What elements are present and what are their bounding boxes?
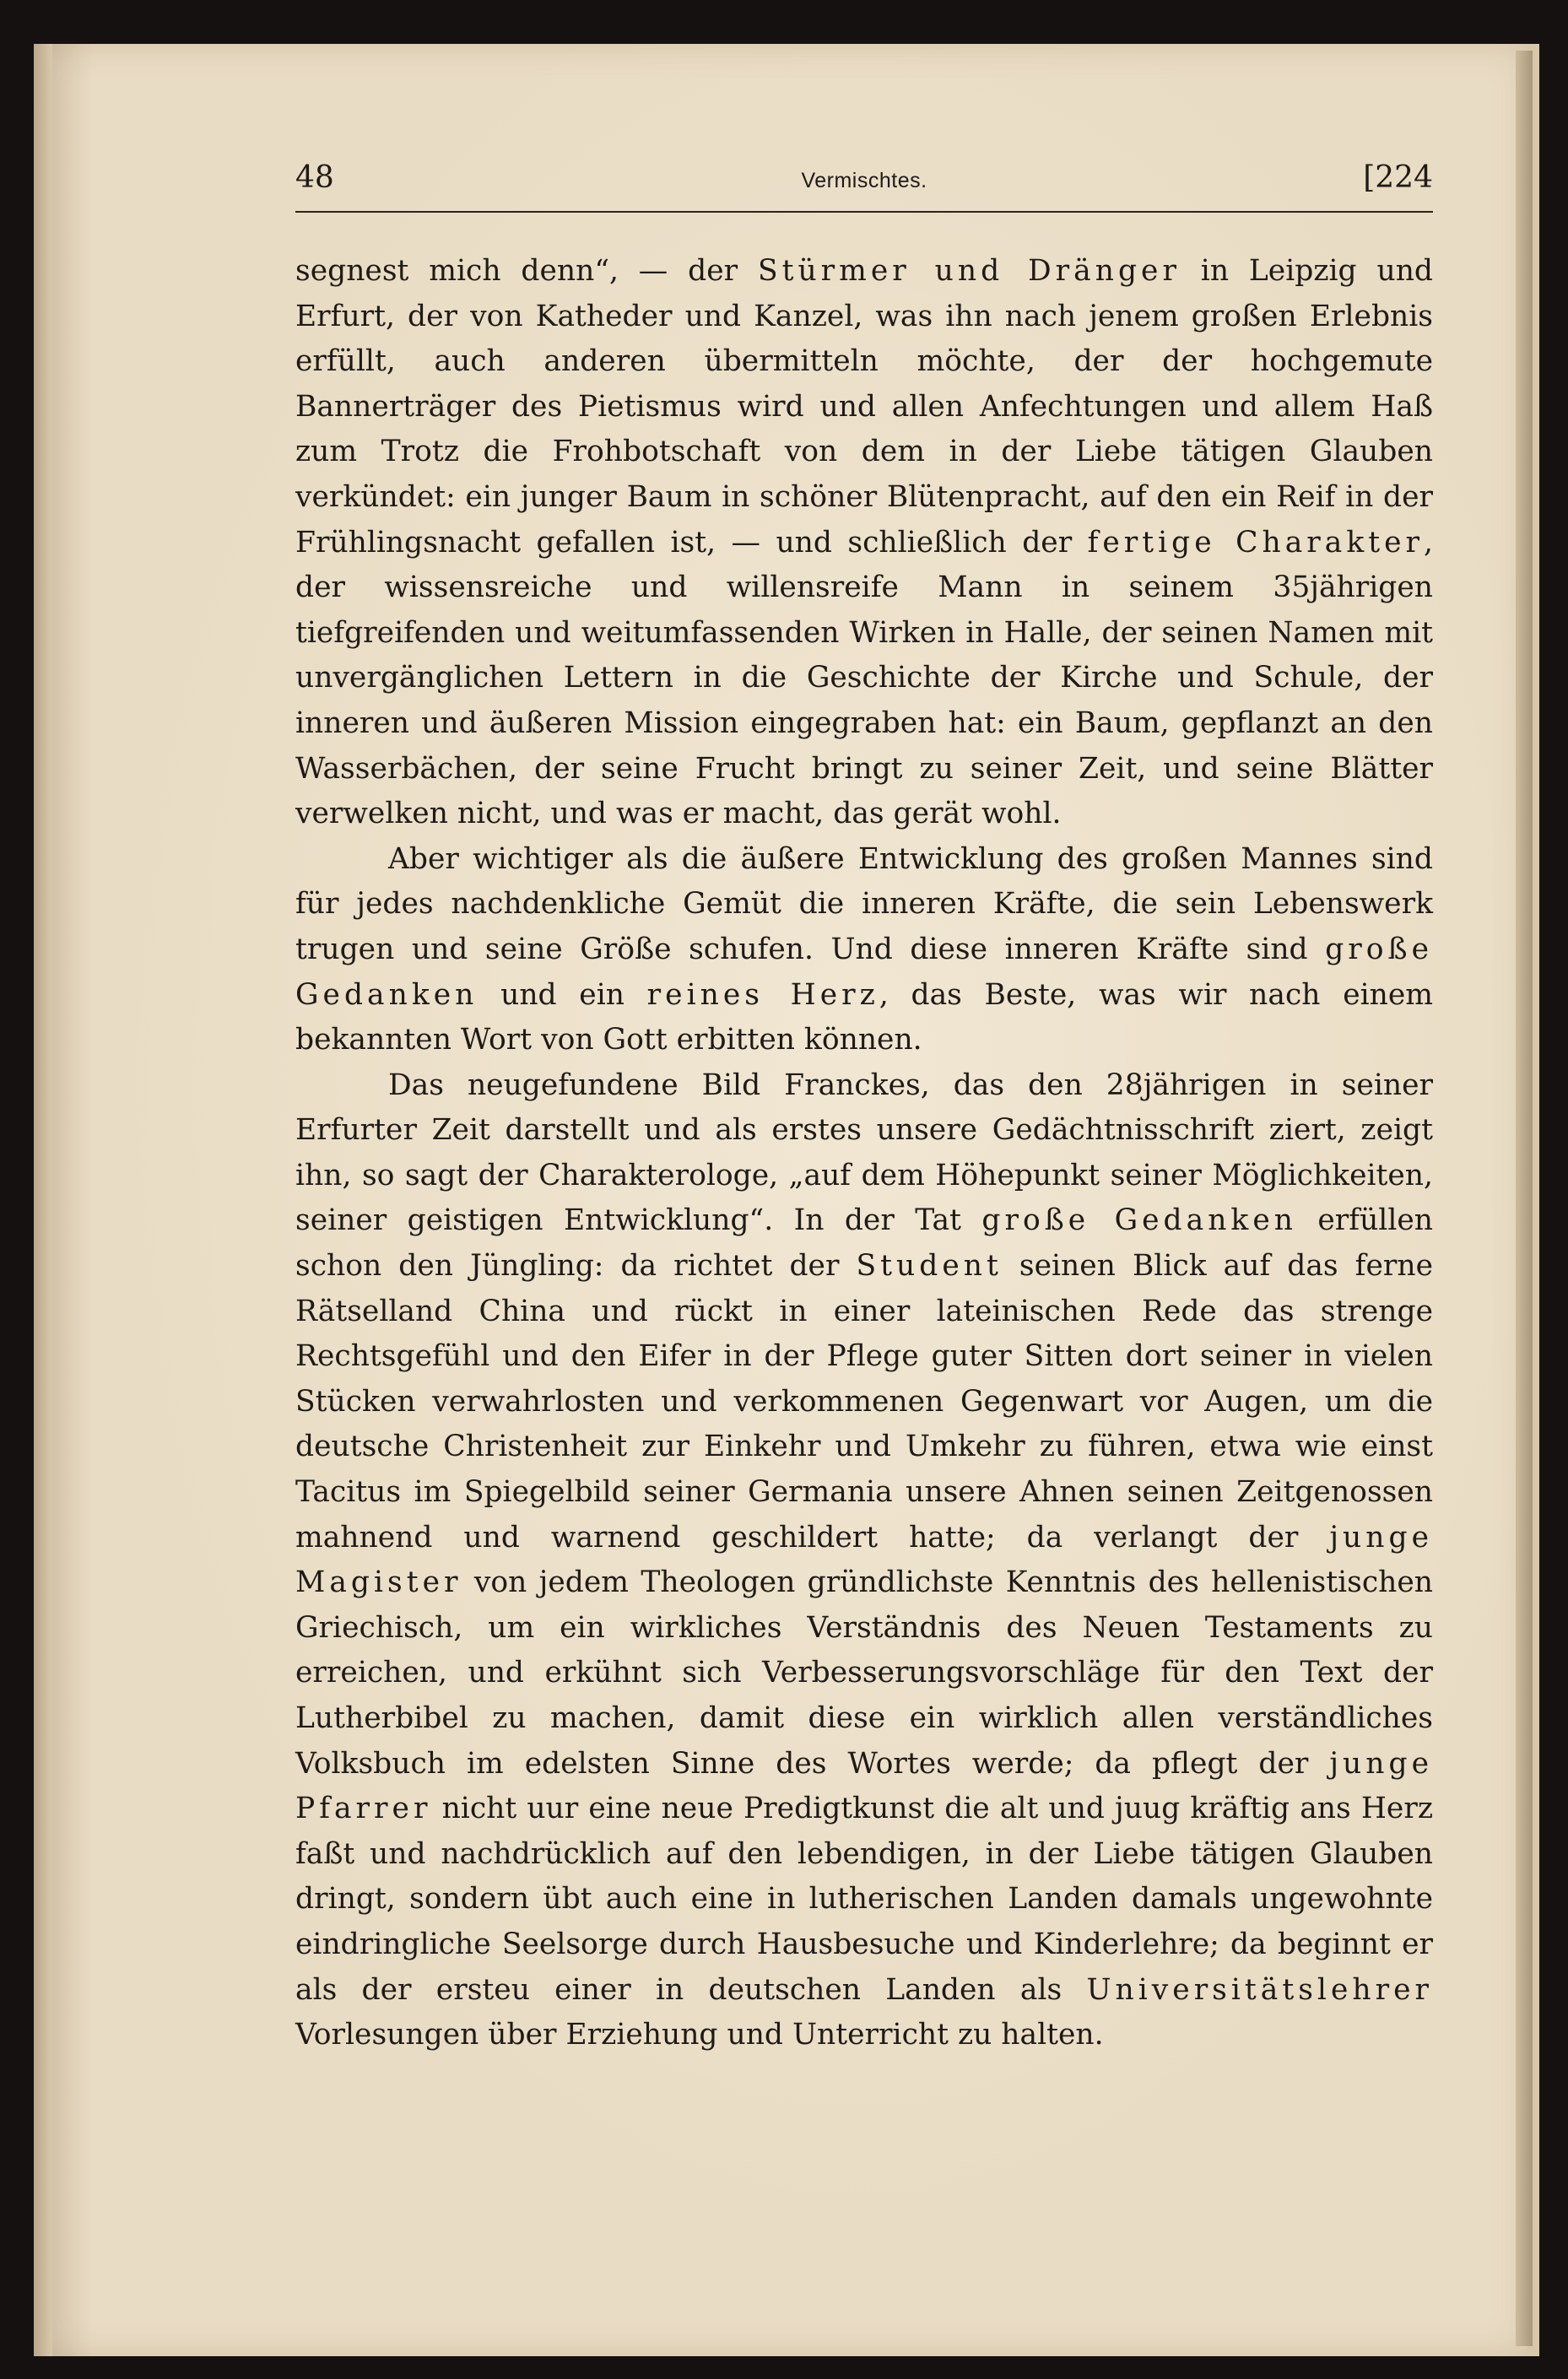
paragraph-1 xyxy=(295,249,1433,837)
text-run: segnest mich denn“, — der xyxy=(295,254,758,288)
running-title: Vermischtes. xyxy=(801,169,927,192)
emphasized-text: Stürmer und Dränger xyxy=(757,254,1181,288)
text-run: und ein xyxy=(478,977,647,1012)
text-run: seinen Blick auf das ferne Rätselland China und rückt in einer lateinischen Rede das strenge Rechtsgefühl und den Eifer in der Pflege guter Sitten dort seiner in vielen Stücken verwahrlosten und verkommenen Gegenwart vor Augen, um die deutsche Christenheit zur Einkehr und Umkehr zu führen, etwa wie einst Tacitus im Spiegelbild seiner Germania unsere Ahnen seinen Zeitgenossen mahnend und warnend geschildert hatte; da verlangt der xyxy=(295,1249,1433,1554)
emphasized-text: Universitätslehrer xyxy=(1086,1972,1433,2007)
emphasized-text: fertige Charakter xyxy=(1087,525,1425,560)
page-header xyxy=(295,160,1433,213)
text-run: nicht uur eine neue Predigtkunst die alt und juug kräftig ans Herz faßt und nachdrücklich auf den lebendigen, in der Liebe tätigen Glauben dringt, sondern übt auch eine in lutherischen Landen damals ungewohnte eindringliche Seelsorge durch Hausbesuche und Kinderlehre; da beginnt er als der ersteu einer in deutschen Landen als xyxy=(295,1792,1433,2007)
text-run: erfüllen schon den Jüngling: da richtet der xyxy=(295,1203,1433,1284)
emphasized-text: Student xyxy=(856,1249,1003,1284)
body-text xyxy=(295,249,1433,2058)
page-edge-right xyxy=(1516,51,1533,2346)
text-run: in Leipzig und Erfurt, der von Katheder und Kanzel, was ihn nach jenem großen Erlebnis erfüllt, auch anderen übermitteln möchte, der der hochgemute Bannerträger des Pietismus wird und allen Anfechtungen und allem Haß zum Trotz die Frohbotschaft von dem in der Liebe tätigen Glauben verkündet: ein junger Baum in schöner Blütenpracht, auf den ein Reif in der Frühlingsnacht gefallen ist, — und schließlich der xyxy=(295,254,1434,560)
text-run: von jedem Theologen gründlichste Kenntnis des hellenistischen Griechisch, um ein wirkliches Verständnis des Neuen Testaments zu erreichen, und erkühnt sich Verbesserungsvorschläge für den Text der Lutherbibel zu machen, damit diese ein wirklich allen verständliches Volksbuch im edelsten Sinne des Wortes werde; da pflegt der xyxy=(295,1565,1433,1781)
emphasized-text: junge Pfarrer xyxy=(295,1746,1433,1826)
text-run: , der wissensreiche und willensreife Mann in seinem 35jährigen tiefgreifenden und weitumfassenden Wirken in Halle, der seinen Namen mit unvergänglichen Lettern in die Geschichte der Kirche und Schule, der inneren und äußeren Mission eingegraben hat: ein Baum, gepflanzt an den Wasserbächen, der seine Frucht bringt zu seiner Zeit, und seine Blätter verwelken nicht, und was er macht, das gerät wohl. xyxy=(295,525,1434,831)
page-reference: [224 xyxy=(1363,160,1433,195)
paragraph-3 xyxy=(295,1063,1433,2058)
emphasized-text: große Gedanken xyxy=(295,932,1433,1012)
text-run: Das neugefundene Bild Franckes, das den 28jährigen in seiner Erfurter Zeit darstellt und als erstes unsere Gedächtnisschrift ziert, zeigt ihn, so sagt der Charakterologe, „auf dem Höhepunkt seiner Möglichkeiten, seiner geistigen Entwicklung“. In der Tat xyxy=(295,1068,1433,1238)
text-run: , das Beste, was wir nach einem bekannten Wort von Gott erbitten können. xyxy=(295,977,1433,1057)
text-run: Vorlesungen über Erziehung und Unterricht zu halten. xyxy=(295,2018,1104,2052)
page-gutter-left xyxy=(34,44,52,2356)
paragraph-2 xyxy=(295,837,1433,1063)
text-run: Aber wichtiger als die äußere Entwicklung des großen Mannes sind für jedes nachdenkliche Gemüt die inneren Kräfte, die sein Lebenswerk trugen und seine Größe schufen. Und diese inneren Kräfte sind xyxy=(295,841,1433,966)
emphasized-text: junge Magister xyxy=(295,1520,1433,1600)
emphasized-text: reines Herz xyxy=(646,977,879,1012)
emphasized-text: große Gedanken xyxy=(981,1203,1297,1238)
page-number: 48 xyxy=(295,160,334,195)
